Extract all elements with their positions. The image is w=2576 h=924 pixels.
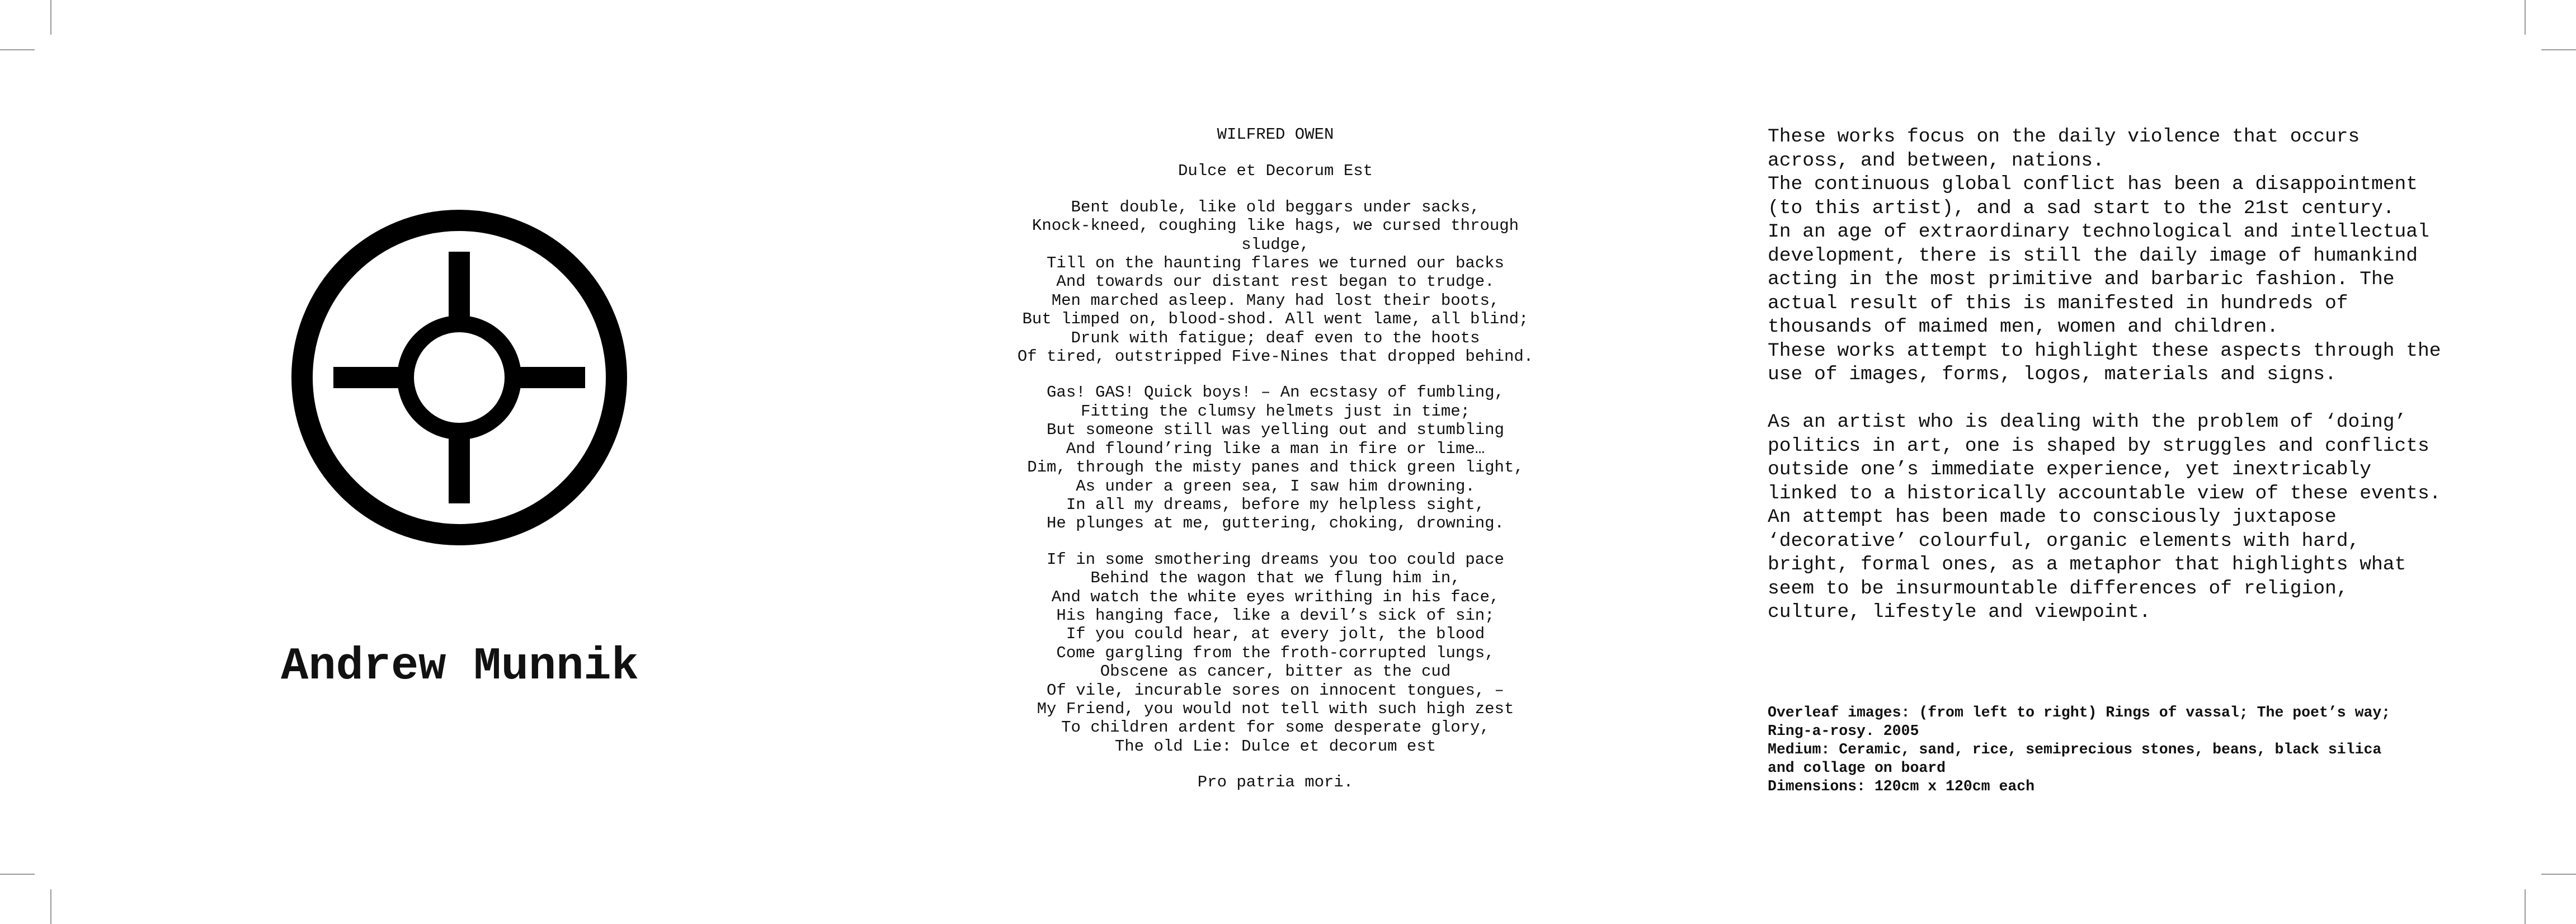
caption-line: Medium: Ceramic, sand, rice, semiprecious stones, beans, black silica — [1768, 741, 2382, 758]
poem-author: WILFRED OWEN — [1217, 125, 1334, 144]
poem-line: His hanging face, like a devil’s sick of sin; — [1056, 606, 1495, 625]
poem-last-line: Pro patria mori. — [1197, 773, 1354, 792]
poem-line: In all my dreams, before my helpless sight, — [1066, 495, 1485, 514]
statement-line: An attempt has been made to consciously juxtapose — [1768, 506, 2337, 528]
poem-line: Come gargling from the froth-corrupted lungs, — [1056, 643, 1495, 662]
poem-line: And towards our distant rest began to trudge. — [1056, 272, 1495, 291]
poem-line: Of vile, incurable sores on innocent tongues, – — [1047, 681, 1504, 700]
poem-stanza-3 — [985, 550, 1566, 756]
statement-line: seem to be insurmountable differences of religion, — [1768, 577, 2348, 600]
poem-line: Dim, through the misty panes and thick green light, — [1027, 458, 1524, 477]
statement-line: The continuous global conflict has been a disappointment — [1768, 173, 2418, 195]
statement-line: across, and between, nations. — [1768, 149, 2104, 172]
crop-mark — [50, 0, 51, 35]
statement-line: These works focus on the daily violence that occurs — [1768, 126, 2360, 148]
caption-line: Dimensions: 120cm x 120cm each — [1768, 778, 2035, 795]
poem-line: sludge, — [1241, 235, 1310, 254]
poem-line: Behind the wagon that we flung him in, — [1090, 569, 1461, 588]
poem-line: Bent double, like old beggars under sacks, — [1071, 197, 1480, 216]
poem-stanza-2 — [985, 383, 1566, 532]
statement-line: These works attempt to highlight these aspects through the — [1768, 340, 2441, 362]
caption-line: Overleaf images: (from left to right) Rings of vassal; The poet’s way; — [1768, 704, 2391, 721]
statement-line: acting in the most primitive and barbaric fashion. The — [1768, 268, 2395, 290]
poem-line: Till on the haunting flares we turned our backs — [1047, 254, 1504, 273]
poem-line: And watch the white eyes writhing in his face, — [1051, 587, 1500, 606]
statement-line: actual result of this is manifested in hundreds of — [1768, 292, 2348, 314]
poem-line: My Friend, you would not tell with such high zest — [1037, 699, 1514, 718]
statement-line: linked to a historically accountable view of these events. — [1768, 482, 2441, 505]
poem-line: But someone still was yelling out and stumbling — [1047, 421, 1504, 440]
statement-line: outside one’s immediate experience, yet inextricably — [1768, 459, 2372, 480]
statement-line: In an age of extraordinary technological and intellectual — [1768, 221, 2429, 243]
crop-mark — [2541, 874, 2576, 875]
crosshair-top — [449, 252, 470, 324]
poem-line: Fitting the clumsy helmets just in time; — [1080, 402, 1471, 421]
poem-line: Drunk with fatigue; deaf even to the hoots — [1071, 328, 1480, 347]
poem-line: To children ardent for some desperate glory, — [1061, 718, 1490, 737]
crop-mark — [2525, 889, 2526, 924]
poem-line: Obscene as cancer, bitter as the cud — [1100, 662, 1451, 681]
crosshair-bottom — [449, 431, 470, 503]
poem-line: The old Lie: Dulce et decorum est — [1114, 737, 1437, 756]
crop-mark — [50, 889, 51, 924]
crop-mark — [2541, 49, 2576, 50]
statement-line: thousands of maimed men, women and children. — [1768, 316, 2279, 338]
poem-line: Knock-kneed, coughing like hags, we cursed through — [1032, 216, 1519, 235]
inner-ring — [406, 324, 513, 431]
artist-name: Andrew Munnik — [281, 640, 639, 692]
statement-line: politics in art, one is shaped by struggles and conflicts — [1768, 435, 2429, 457]
image-caption — [1768, 704, 2473, 796]
poem-line: Gas! GAS! Quick boys! – An ecstasy of fumbling, — [1047, 383, 1504, 402]
poem-line: But limped on, blood-shod. All went lame, all blind; — [1022, 310, 1529, 329]
crop-mark — [2525, 0, 2526, 35]
statement-line: use of images, forms, logos, materials and signs. — [1768, 364, 2337, 385]
poem-line: Of tired, outstripped Five-Nines that dropped behind. — [1017, 347, 1534, 366]
poem-line: If you could hear, at every jolt, the blood — [1066, 625, 1485, 644]
poem-line: Men marched asleep. Many had lost their boots, — [1051, 291, 1500, 310]
poem-stanza-1 — [985, 198, 1566, 366]
crosshair-left — [333, 367, 406, 388]
poem-title: Dulce et Decorum Est — [1178, 162, 1373, 181]
caption-line: Ring-a-rosy. 2005 — [1768, 723, 1919, 739]
poem-line: He plunges at me, guttering, choking, drowning. — [1047, 514, 1504, 533]
statement-line: ‘decorative’ colourful, organic elements with hard, — [1768, 530, 2360, 552]
crosshair-right — [512, 367, 585, 388]
statement-line: (to this artist), and a sad start to the 21st century. — [1768, 197, 2395, 219]
statement-line: bright, formal ones, as a metaphor that highlights what — [1768, 554, 2407, 576]
artist-statement — [1768, 125, 2473, 648]
statement-paragraph-2 — [1768, 411, 2473, 625]
statement-line: culture, lifestyle and viewpoint. — [1768, 601, 2151, 623]
caption-line: and collage on board — [1768, 760, 1946, 776]
poem-line: And flound’ring like a man in fire or lime… — [1066, 439, 1485, 458]
statement-line: development, there is still the daily image of humankind — [1768, 244, 2418, 267]
poem-line: If in some smothering dreams you too could pace — [1047, 550, 1504, 569]
crop-mark — [0, 49, 35, 50]
poem-line: As under a green sea, I saw him drowning. — [1076, 477, 1475, 496]
crosshair-ring-icon — [290, 208, 629, 547]
statement-line: As an artist who is dealing with the problem of ‘doing’ — [1768, 411, 2407, 433]
poem — [985, 125, 1566, 792]
statement-paragraph-1 — [1768, 125, 2473, 387]
crop-mark — [0, 874, 35, 875]
